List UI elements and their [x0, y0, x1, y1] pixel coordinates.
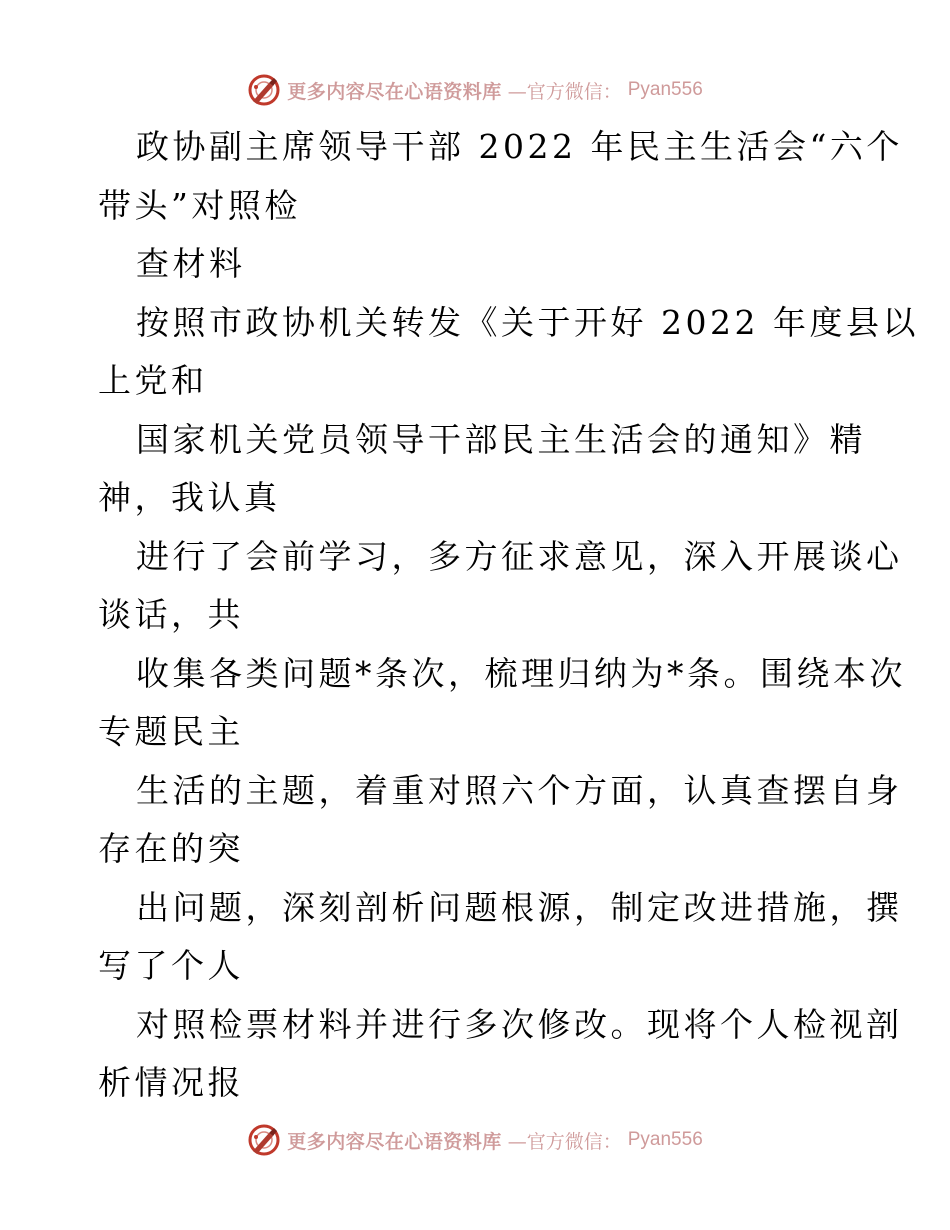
- text-line: 进行了会前学习，多方征求意见，深入开展谈心: [136, 536, 903, 576]
- text-line: 对照检票材料并进行多次修改。现将个人检视剖: [136, 1004, 903, 1044]
- text-line: 生活的主题，着重对照六个方面，认真查摆自身: [136, 770, 903, 810]
- text-line: 谈话，共: [98, 595, 244, 634]
- watermark-text: 更多内容尽在心语资料库: [287, 1130, 502, 1153]
- text-line: 写了个人: [98, 946, 244, 985]
- text-line: 带头”对照检: [98, 185, 301, 225]
- watermark-separator: —官方微信：: [507, 80, 622, 103]
- header-watermark: [0, 70, 950, 110]
- text-line: 上党和: [98, 361, 208, 400]
- text-line: 出问题，深刻剖析问题根源，制定改进措施，撰: [136, 887, 903, 927]
- text-line: 收集各类问题*条次，梳理归纳为*条。围绕本次: [136, 653, 906, 693]
- text-line: 神，我认真: [98, 478, 281, 517]
- watermark-handle: Pyan556: [627, 1129, 703, 1150]
- text-line: 析情况报: [98, 1063, 244, 1102]
- text-line: 国家机关党员领导干部民主生活会的通知》精: [136, 419, 866, 459]
- text-line: 政协副主席领导干部 2022 年民主生活会“六个: [136, 127, 903, 166]
- footer-watermark: [0, 1120, 950, 1160]
- document-body: [98, 118, 919, 1113]
- text-line: 按照市政协机关转发《关于开好 2022 年度县以: [136, 302, 919, 342]
- text-line: 查材料: [136, 244, 246, 283]
- pen-logo-icon: [247, 73, 281, 107]
- text-line: 存在的突: [98, 829, 244, 868]
- watermark-handle: Pyan556: [627, 79, 703, 100]
- watermark-separator: —官方微信：: [507, 1130, 622, 1153]
- watermark-text: 更多内容尽在心语资料库: [287, 80, 502, 103]
- text-line: 专题民主: [98, 712, 244, 751]
- pen-logo-icon: [247, 1123, 281, 1157]
